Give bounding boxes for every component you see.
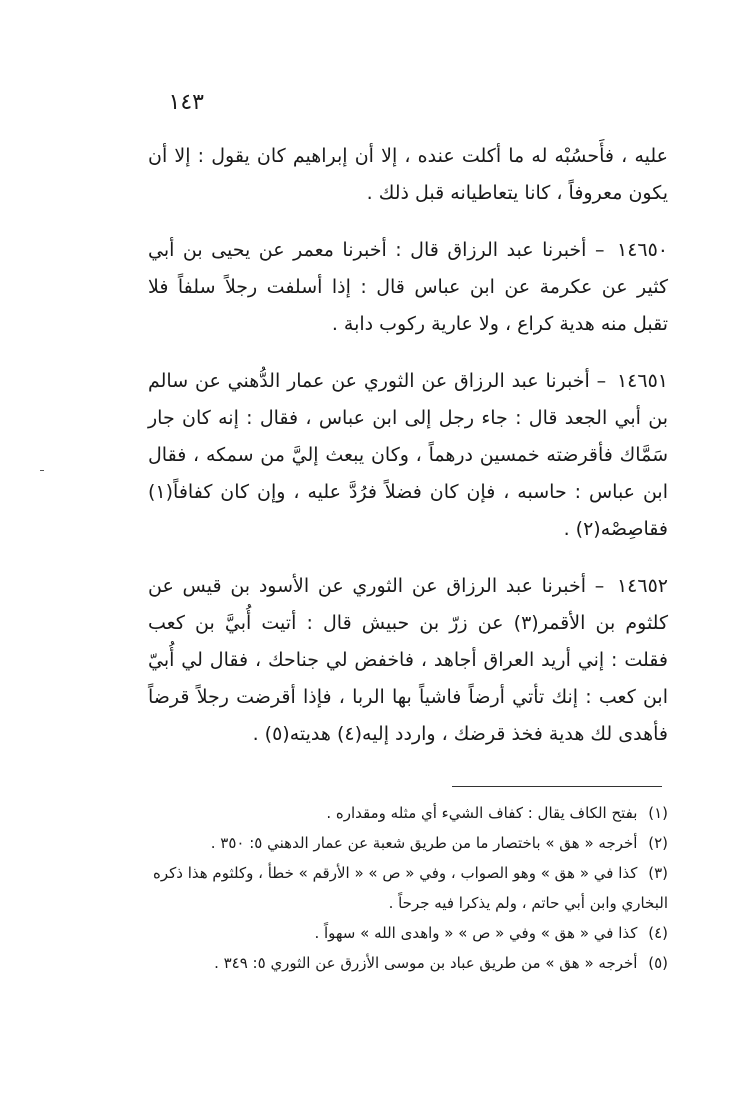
footnote — [148, 828, 668, 858]
main-text — [148, 138, 668, 753]
page-number: ١٤٣ — [168, 90, 204, 115]
footnote-text: كذا في « هق » وهو الصواب ، وفي « ص » « الأرقم » خطأ ، وكلثوم هذا ذكره البخاري وابن أبي حاتم ، ولم يذكرا فيه جرحاً . — [152, 864, 668, 912]
paragraph-text: – أخبرنا عبد الرزاق قال : أخبرنا معمر عن يحيى بن أبي كثير عن عكرمة عن ابن عباس قال : إذا أسلفت رجلاً سلفاً فلا تقبل منه هدية كراع ، ولا عارية ركوب دابة . — [148, 239, 668, 335]
footnote — [148, 798, 668, 828]
footnote-number: (٣) — [648, 864, 668, 882]
footnote-number: (١) — [648, 804, 668, 822]
hadith-paragraph — [148, 232, 668, 343]
hadith-number: ١٤٦٥١ — [616, 370, 668, 392]
paragraph-text: – أخبرنا عبد الرزاق عن الثوري عن عمار الدُّهني عن سالم بن أبي الجعد قال : جاء رجل إلى ابن عباس ، فقال : إنه كان جار سَمَّاك فأقرضته خمسين درهماً ، وكان يبعث إليَّ من سمكه ، فقال ابن عباس : حاسبه ، فإن كان فضلاً فرُدَّ عليه ، وإن كان كفافاً(١) فقاصِصْه(٢) . — [148, 370, 668, 540]
footnote — [148, 948, 668, 978]
hadith-paragraph — [148, 363, 668, 548]
paragraph-text: – أخبرنا عبد الرزاق عن الثوري عن الأسود بن قيس عن كلثوم بن الأقمر(٣) عن زرّ بن حبيش قال : أتيت أُبيَّ بن كعب فقلت : إني أريد العراق أجاهد ، فاخفض لي جناحك ، فقال لي أُبيّ ابن كعب : إنك تأتي أرضاً فاشياً بها الربا ، فإذا أقرضت رجلاً قرضاً فأهدى لك هدية فخذ قرضك ، واردد إليه(٤) هديته(٥) . — [148, 575, 669, 745]
footnote-text: كذا في « هق » وفي « ص » « واهدى الله » سهواً . — [314, 924, 638, 942]
margin-mark — [40, 470, 44, 471]
hadith-paragraph — [148, 568, 668, 753]
hadith-number: ١٤٦٥٠ — [616, 239, 669, 261]
hadith-number: ١٤٦٥٢ — [616, 575, 668, 597]
footnote-number: (٥) — [648, 954, 668, 972]
footnote-number: (٢) — [648, 834, 668, 852]
footnote — [148, 858, 668, 918]
footnote-divider — [452, 786, 662, 787]
footnote — [148, 918, 668, 948]
footnote-text: أخرجه « هق » باختصار ما من طريق شعبة عن عمار الدهني ٥: ٣٥٠ . — [210, 834, 638, 852]
footnotes — [148, 798, 668, 978]
footnote-number: (٤) — [648, 924, 668, 942]
footnote-text: بفتح الكاف يقال : كفاف الشيء أي مثله ومقداره . — [326, 804, 638, 822]
paragraph-text: عليه ، فأَحسُبْه له ما أكلت عنده ، إلا أن إبراهيم كان يقول : إلا أن يكون معروفاً ، كانا يتعاطيانه قبل ذلك . — [148, 145, 668, 204]
paragraph-continuation — [148, 138, 668, 212]
footnote-text: أخرجه « هق » من طريق عباد بن موسى الأزرق عن الثوري ٥: ٣٤٩ . — [214, 954, 638, 972]
